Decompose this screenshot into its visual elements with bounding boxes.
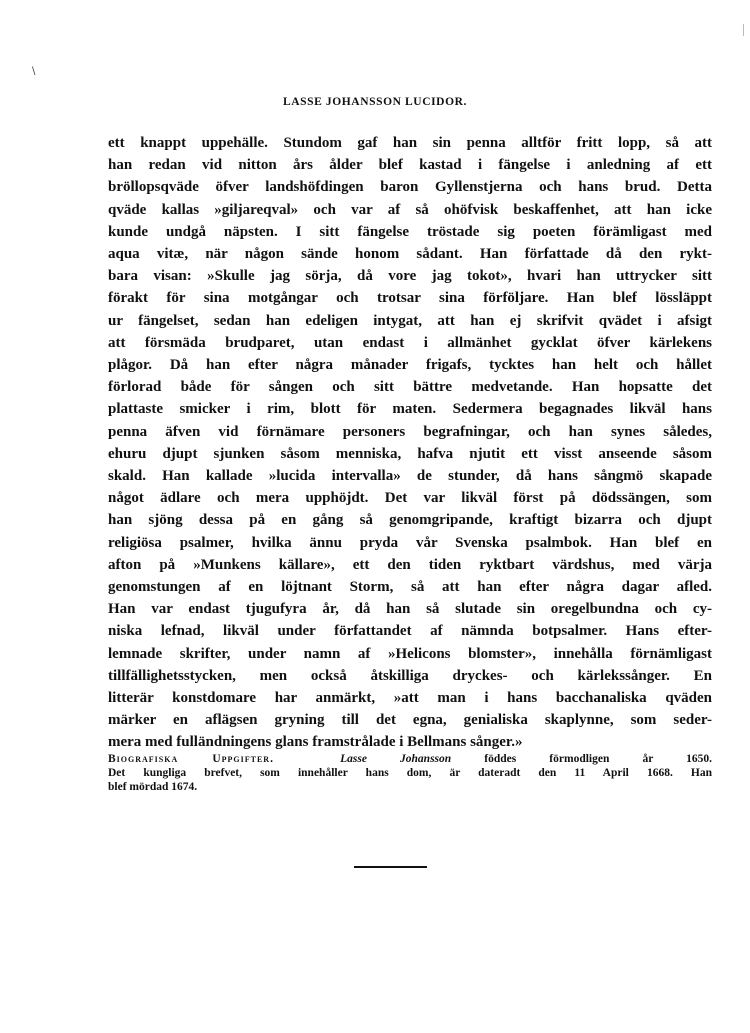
body-line: ett knappt uppehälle. Stundom gaf han sin penna alltför fritt lopp, så att (108, 135, 712, 151)
body-line: plågor. Då han efter några månader frigafs, tycktes han helt och hållet (108, 357, 712, 374)
note-label: Biografiska Uppgifter. (108, 753, 274, 765)
body-line: ur fängelset, sedan han edeligen intygat, att han ej skrifvit qvädet i afsigt (108, 312, 712, 329)
body-line: förlorad både för sången och sitt bättre medvetande. Han hopsatte det (108, 379, 712, 396)
body-line: litterär konstdomare har anmärkt, »att man i hans bacchanaliska qväden (108, 690, 712, 707)
body-line: märker en aflägsen gryning till det egna, genialiska skaplynne, som seder- (108, 712, 712, 729)
body-line: skald. Han kallade »lucida intervalla» de stunder, då hans sångmö skapade (108, 468, 712, 485)
body-line: något ädlare och mera upphöjdt. Det var likväl först på dödssängen, som (108, 490, 712, 507)
stray-mark: \ (32, 66, 36, 77)
body-line: bröllopsqväde öfver landshöfdingen baron Gyllenstjerna och hans brud. Detta (108, 179, 712, 196)
body-line: afton på »Munkens källare», ett den tiden ryktbart värdshus, med värja (108, 556, 712, 573)
body-line: han sjöng dessa på en gång så genomgripande, kraftigt bizarra och djupt (108, 512, 712, 529)
note-name: Lasse Johansson (340, 753, 452, 765)
running-head: LASSE JOHANSSON LUCIDOR. (282, 96, 468, 108)
body-line: mera med fulländningens glans framstrålade i Bellmans sånger.» (108, 734, 523, 751)
body-line: qväde kallas »giljareqval» och var af så ohöfvisk beskaffenhet, att han icke (108, 201, 712, 218)
body-line: Han var endast tjugufyra år, då han så slutade sin oregelbundna och cy- (108, 601, 712, 618)
body-line: ehuru djupt sjunken såsom menniska, hafva njutit ett visst anseende såsom (108, 445, 712, 462)
body-line: att försmäda brudparet, utan endast i allmänhet gycklat öfver kärlekens (108, 334, 712, 351)
body-line: bara visan: »Skulle jag sörja, då vore jag tokot», hvari han uttrycker sitt (108, 268, 712, 285)
body-line: aqua vitæ, när någon sände honom sådant. Han författade då den rykt- (108, 246, 712, 263)
biographical-note (108, 752, 712, 794)
note-line-1 (108, 752, 712, 766)
edge-mark (743, 24, 744, 36)
body-text (108, 132, 712, 754)
note-line-2: Det kungliga brefvet, som innehåller hans dom, är dateradt den 11 April 1668. Han (108, 767, 712, 779)
body-line: lemnade skrifter, under namn af »Helicons blomster», innehålla förnämligast (108, 645, 712, 662)
body-line: penna äfven vid förnämare personers begrafningar, och han synes således, (108, 423, 712, 440)
body-line: kunde undgå näpsten. I sitt fängelse tröstade sig poeten förämligast med (108, 223, 712, 240)
body-line: han redan vid nitton års ålder blef kastad i fängelse i anledning af ett (108, 157, 712, 174)
note-line-1-rest: föddes förmodligen år 1650. (484, 753, 713, 765)
note-line-3: blef mördad 1674. (108, 781, 198, 793)
body-line: förakt för sina motgångar och trotsar sina förföljare. Han blef lössläppt (108, 290, 712, 307)
body-line: religiösa psalmer, hvilka ännu pryda vår Svenska psalmbok. Han blef en (108, 534, 712, 551)
body-line: tillfällighetsstycken, men också åtskilliga dryckes- och kärlekssånger. En (108, 667, 712, 684)
body-line: niska lefnad, likväl under författandet af nämnda botpsalmer. Hans efter- (108, 623, 712, 640)
body-line: genomstungen af en löjtnant Storm, så att han efter några dagar afled. (108, 579, 712, 596)
body-line: plattaste smicker i rim, blott för maten. Sedermera begagnades likväl hans (108, 401, 712, 418)
closing-rule (354, 866, 427, 868)
